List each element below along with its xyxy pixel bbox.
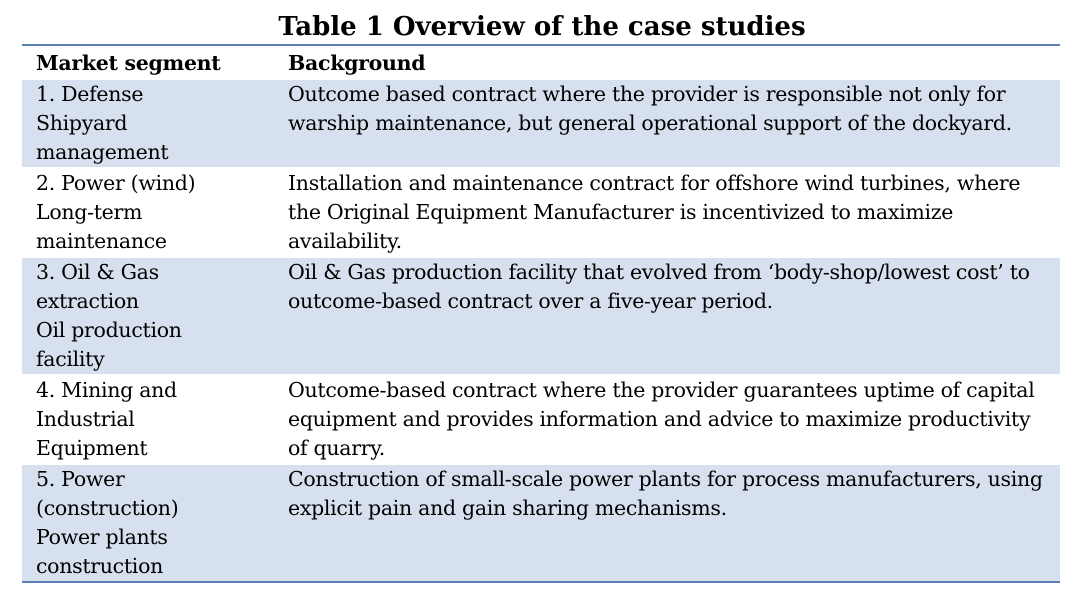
background-cell: Outcome based contract where the provider is responsible not only for warship maintenance, but general operational support of the dockyard. [288, 82, 1012, 135]
table-row [22, 258, 1060, 374]
market-segment-cell: 4. Mining and Industrial Equipment [36, 378, 177, 460]
background-cell: Installation and maintenance contract for offshore wind turbines, where the Original Equipment Manufacturer is incentivized to maximize availability. [288, 171, 1021, 253]
market-segment-cell: 3. Oil & Gas extraction Oil production facility [36, 260, 182, 371]
table-row [22, 169, 1060, 256]
case-studies-table [22, 44, 1060, 583]
market-segment-cell: 5. Power (construction) Power plants construction [36, 467, 179, 578]
header-background: Background [288, 51, 426, 75]
table-caption: Table 1 Overview of the case studies [278, 12, 806, 42]
market-segment-cell: 1. Defense Shipyard management [36, 82, 169, 164]
background-cell: Outcome-based contract where the provider guarantees uptime of capital equipment and provides information and advice to maximize productivity of quarry. [288, 378, 1035, 460]
table-header-row [22, 46, 1060, 80]
header-market-segment: Market segment [36, 51, 221, 75]
table-row [22, 80, 1060, 167]
background-cell: Construction of small-scale power plants for process manufacturers, using explicit pain and gain sharing mechanisms. [288, 467, 1043, 520]
background-cell: Oil & Gas production facility that evolved from ‘body-shop/lowest cost’ to outcome-based contract over a five-year period. [288, 260, 1030, 313]
table-row [22, 465, 1060, 581]
table-bottom-rule [22, 581, 1060, 583]
market-segment-cell: 2. Power (wind) Long-term maintenance [36, 171, 196, 253]
table-row [22, 376, 1060, 463]
